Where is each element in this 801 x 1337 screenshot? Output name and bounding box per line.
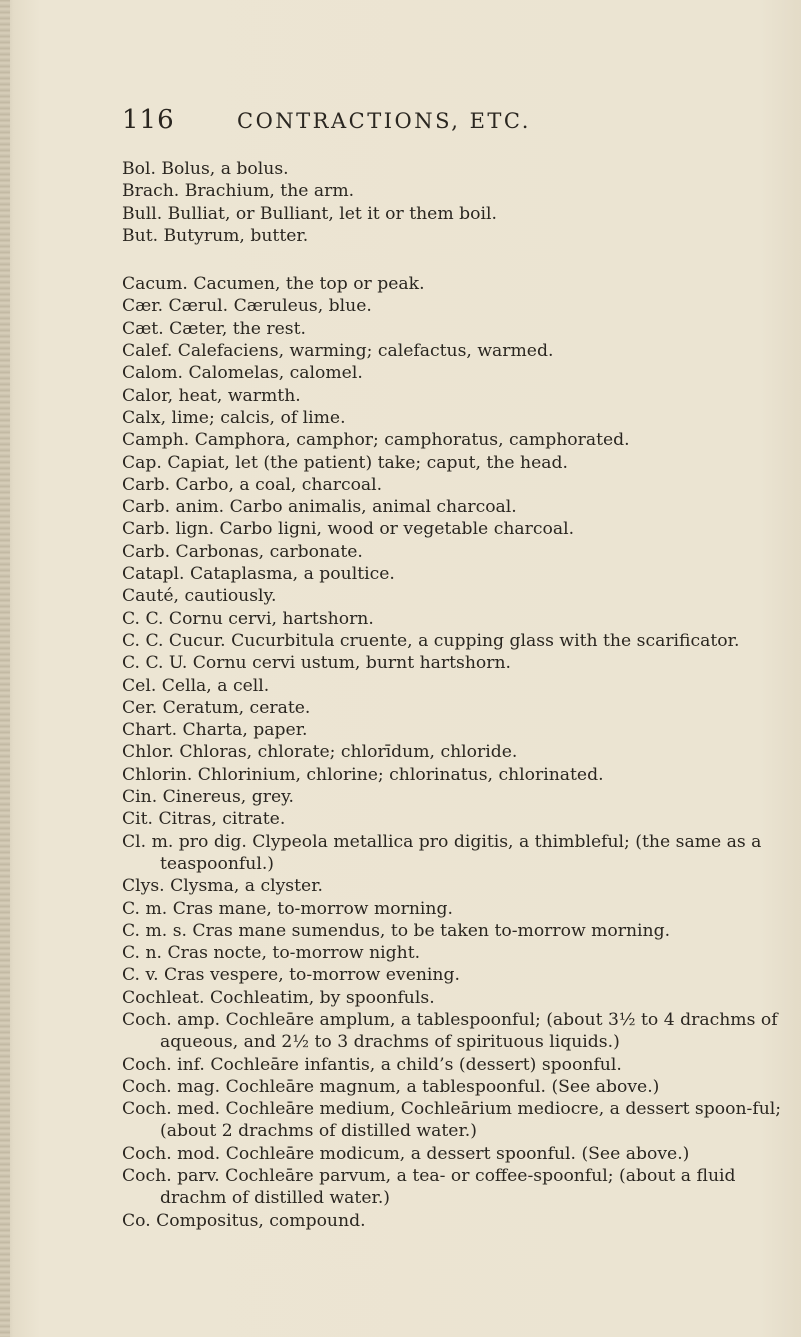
list-item: Cæt. Cæter, the rest. <box>122 318 306 339</box>
list-item: Coch. med. Cochleāre medium, Cochleārium mediocre, a dessert spoon-ful; (about 2 drachms of distilled water.) <box>122 1099 782 1142</box>
list-item: Cochleat. Cochleatim, by spoonfuls. <box>122 987 435 1008</box>
list-item: Calef. Calefaciens, warming; calefactus, warmed. <box>122 341 554 362</box>
list-item: C. n. Cras nocte, to-morrow night. <box>122 943 421 964</box>
list-item: Brach. Brachium, the arm. <box>122 181 355 202</box>
list-item: Catapl. Cataplasma, a poultice. <box>122 564 395 585</box>
list-item: C. C. U. Cornu cervi ustum, burnt hartshorn. <box>122 653 512 674</box>
list-item: Carb. lign. Carbo ligni, wood or vegetable charcoal. <box>122 519 575 540</box>
list-item: Carb. Carbonas, carbonate. <box>122 541 363 562</box>
list-item: Camph. Camphora, camphor; camphoratus, camphorated. <box>122 430 630 451</box>
list-item: C. m. Cras mane, to-morrow morning. <box>122 898 453 919</box>
list-item: Cer. Ceratum, cerate. <box>122 697 311 718</box>
list-item: Coch. inf. Cochleāre infantis, a child’s (dessert) spoonful. <box>122 1054 622 1075</box>
list-item: Coch. amp. Cochleāre amplum, a tablespoonful; (about 3½ to 4 drachms of aqueous, and 2½ to 3 drachms of spirituous liquids.) <box>122 1009 778 1053</box>
list-item: C. C. Cucur. Cucurbitula cruente, a cupping glass with the scarificator. <box>122 630 740 651</box>
list-item: Cær. Cærul. Cæruleus, blue. <box>122 296 372 317</box>
section-gap <box>122 247 782 273</box>
list-item: Clys. Clysma, a clyster. <box>122 876 323 897</box>
list-item: C. m. s. Cras mane sumendus, to be taken to-morrow morning. <box>122 920 671 941</box>
list-item: Cel. Cella, a cell. <box>122 675 270 696</box>
list-item: Calx, lime; calcis, of lime. <box>122 407 346 428</box>
page-header <box>122 105 762 139</box>
list-item: C. v. Cras vespere, to-morrow evening. <box>122 965 460 986</box>
list-item: Coch. mag. Cochleāre magnum, a tablespoonful. (See above.) <box>122 1076 660 1097</box>
list-item: Chlor. Chloras, chlorate; chlorīdum, chloride. <box>122 742 518 763</box>
list-item: Bull. Bulliat, or Bulliant, let it or them boil. <box>122 203 497 224</box>
list-item: Cin. Cinereus, grey. <box>122 787 295 808</box>
list-item: Co. Compositus, compound. <box>122 1210 366 1231</box>
list-item: Cl. m. pro dig. Clypeola metallica pro digitis, a thimbleful; (the same as a teaspoonful.) <box>122 831 762 874</box>
list-item: But. Butyrum, butter. <box>122 225 309 246</box>
list-item: C. C. Cornu cervi, hartshorn. <box>122 608 374 629</box>
list-item: Coch. parv. Cochleāre parvum, a tea- or coffee-spoonful; (about a fluid drachm of distilled water.) <box>122 1166 736 1209</box>
list-item: Calom. Calomelas, calomel. <box>122 363 363 384</box>
list-item: Cacum. Cacumen, the top or peak. <box>122 274 425 295</box>
list-item: Cap. Capiat, let (the patient) take; caput, the head. <box>122 452 568 473</box>
list-item: Cit. Citras, citrate. <box>122 809 286 830</box>
list-item: Bol. Bolus, a bolus. <box>122 159 289 179</box>
page-edge <box>0 0 10 1337</box>
list-item: Coch. mod. Cochleāre modicum, a dessert spoonful. (See above.) <box>122 1143 690 1164</box>
list-item: Carb. anim. Carbo animalis, animal charcoal. <box>122 497 517 518</box>
list-item: Chlorin. Chlorinium, chlorine; chlorinatus, chlorinated. <box>122 764 604 785</box>
list-item: Calor, heat, warmth. <box>122 385 301 406</box>
list-item: Carb. Carbo, a coal, charcoal. <box>122 474 383 495</box>
page-number: 116 <box>122 105 175 135</box>
abbreviation-list <box>122 158 782 1232</box>
running-head: CONTRACTIONS, ETC. <box>237 109 531 133</box>
list-item: Cauté, cautiously. <box>122 586 277 607</box>
list-item: Chart. Charta, paper. <box>122 720 308 741</box>
